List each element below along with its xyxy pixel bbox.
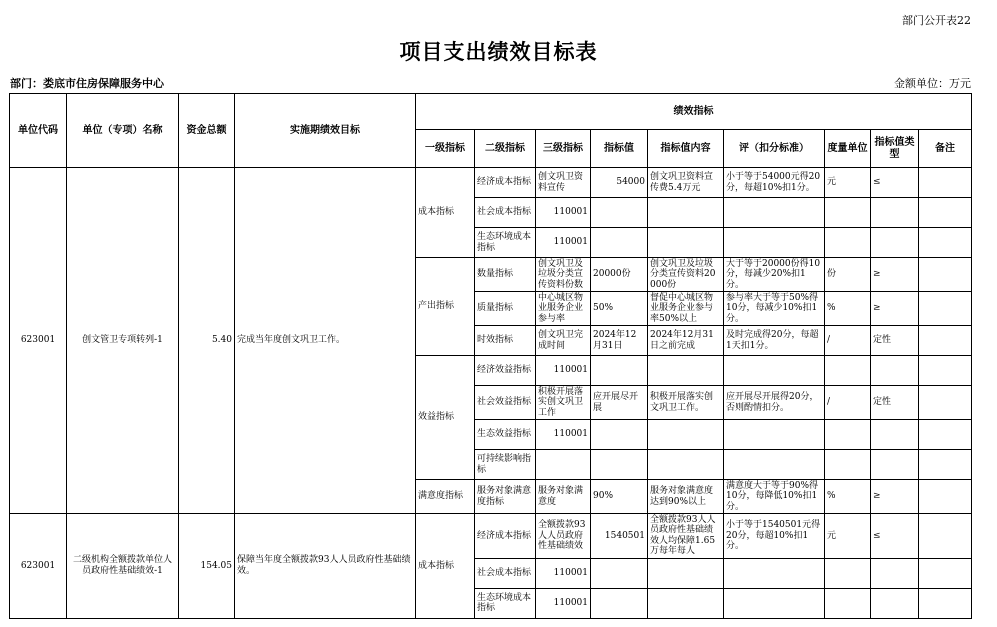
goal-cell: 完成当年度创文巩卫工作。	[235, 168, 416, 514]
unit-code-cell: 623001	[10, 168, 67, 514]
level3-cell: 服务对象满意度	[536, 480, 591, 514]
level3-cell: 全额拨款93人人员政府性基础绩效	[536, 514, 591, 558]
remark-cell	[919, 198, 972, 228]
level3-cell: 110001	[536, 588, 591, 618]
level3-cell: 110001	[536, 228, 591, 258]
header-indicators: 绩效指标	[416, 94, 972, 130]
value-cell: 2024年12月31日	[591, 326, 648, 356]
header-total-funds: 资金总额	[179, 94, 235, 168]
value-cell: 54000	[591, 168, 648, 198]
value-type-cell	[871, 558, 919, 588]
value-cell	[591, 228, 648, 258]
level3-cell: 创文巩卫完成时间	[536, 326, 591, 356]
value-cell	[591, 558, 648, 588]
content-cell: 督促中心城区物业服务企业参与率50%以上	[648, 292, 724, 326]
header-level3: 三级指标	[536, 130, 591, 168]
goal-cell: 保障当年度全额拨款93人人员政府性基础绩效。	[235, 514, 416, 618]
level1-cell: 产出指标	[416, 258, 475, 356]
header-standard: 评（扣分标准）	[724, 130, 825, 168]
content-cell	[648, 198, 724, 228]
level2-cell: 数量指标	[475, 258, 536, 292]
level2-cell: 社会效益指标	[475, 386, 536, 420]
standard-cell	[724, 588, 825, 618]
unit-code-cell: 623001	[10, 514, 67, 618]
level2-cell: 质量指标	[475, 292, 536, 326]
value-type-cell: 定性	[871, 326, 919, 356]
header-content: 指标值内容	[648, 130, 724, 168]
total-funds-cell: 5.40	[179, 168, 235, 514]
remark-cell	[919, 326, 972, 356]
measure-unit-cell: %	[825, 292, 871, 326]
level2-cell: 生态效益指标	[475, 420, 536, 450]
level2-cell: 经济成本指标	[475, 514, 536, 558]
level1-cell: 满意度指标	[416, 480, 475, 514]
content-cell	[648, 420, 724, 450]
value-type-cell	[871, 420, 919, 450]
measure-unit-cell: /	[825, 386, 871, 420]
unit-name-cell: 创文管卫专项转列-1	[67, 168, 179, 514]
remark-cell	[919, 420, 972, 450]
standard-cell: 参与率大于等于50%得10分，每减少10%扣1分。	[724, 292, 825, 326]
content-cell: 积极开展落实创文巩卫工作。	[648, 386, 724, 420]
header-level1: 一级指标	[416, 130, 475, 168]
level1-cell: 成本指标	[416, 514, 475, 618]
content-cell: 创文巩卫资料宣传费5.4万元	[648, 168, 724, 198]
value-cell	[591, 420, 648, 450]
amount-unit-label: 金额单位：万元	[894, 77, 971, 90]
level2-cell: 服务对象满意度指标	[475, 480, 536, 514]
remark-cell	[919, 168, 972, 198]
level2-cell: 可持续影响指标	[475, 450, 536, 480]
standard-cell: 满意度大于等于90%得10分，每降低10%扣1分。	[724, 480, 825, 514]
standard-cell	[724, 198, 825, 228]
value-type-cell: ≥	[871, 258, 919, 292]
level1-cell: 成本指标	[416, 168, 475, 258]
page-title: 项目支出绩效目标表	[399, 39, 598, 64]
value-cell	[591, 356, 648, 386]
header-goal: 实施期绩效目标	[235, 94, 416, 168]
standard-cell	[724, 228, 825, 258]
level3-cell: 中心城区物业服务企业参与率	[536, 292, 591, 326]
content-cell	[648, 558, 724, 588]
value-type-cell: 定性	[871, 386, 919, 420]
standard-cell: 应开展尽开展得20分，否则酌情扣分。	[724, 386, 825, 420]
standard-cell	[724, 450, 825, 480]
level2-cell: 社会成本指标	[475, 198, 536, 228]
remark-cell	[919, 356, 972, 386]
content-cell	[648, 356, 724, 386]
content-cell: 服务对象满意度达到90%以上	[648, 480, 724, 514]
value-cell	[591, 588, 648, 618]
value-type-cell	[871, 198, 919, 228]
value-cell: 20000份	[591, 258, 648, 292]
level3-cell: 110001	[536, 558, 591, 588]
measure-unit-cell: %	[825, 480, 871, 514]
level2-cell: 生态环境成本指标	[475, 228, 536, 258]
level2-cell: 经济成本指标	[475, 168, 536, 198]
value-cell	[591, 198, 648, 228]
value-type-cell	[871, 228, 919, 258]
value-type-cell	[871, 588, 919, 618]
measure-unit-cell: 份	[825, 258, 871, 292]
standard-cell: 小于等于54000元得20分，每超10%扣1分。	[724, 168, 825, 198]
remark-cell	[919, 514, 972, 558]
header-value: 指标值	[591, 130, 648, 168]
content-cell	[648, 228, 724, 258]
remark-cell	[919, 588, 972, 618]
form-number: 部门公开表22	[902, 14, 971, 27]
remark-cell	[919, 228, 972, 258]
content-cell: 创文巩卫及垃圾分类宣传资料20000份	[648, 258, 724, 292]
standard-cell: 大于等于20000份得10分，每减少20%扣1分。	[724, 258, 825, 292]
total-funds-cell: 154.05	[179, 514, 235, 618]
level3-cell: 积极开展落实创文巩卫工作	[536, 386, 591, 420]
level3-cell: 创文巩卫及垃圾分类宣传资料份数	[536, 258, 591, 292]
header-unit-name: 单位（专项）名称	[67, 94, 179, 168]
measure-unit-cell	[825, 558, 871, 588]
measure-unit-cell	[825, 198, 871, 228]
value-type-cell: ≥	[871, 292, 919, 326]
level2-cell: 社会成本指标	[475, 558, 536, 588]
measure-unit-cell	[825, 356, 871, 386]
remark-cell	[919, 480, 972, 514]
level1-cell: 效益指标	[416, 356, 475, 480]
remark-cell	[919, 292, 972, 326]
table-body	[10, 168, 972, 619]
measure-unit-cell: /	[825, 326, 871, 356]
standard-cell	[724, 558, 825, 588]
header-measure-unit: 度量单位	[825, 130, 871, 168]
content-cell: 2024年12月31日之前完成	[648, 326, 724, 356]
measure-unit-cell: 元	[825, 514, 871, 558]
measure-unit-cell	[825, 228, 871, 258]
content-cell: 全额拨款93人人员政府性基础绩效人均保障1.65万每年每人	[648, 514, 724, 558]
value-type-cell	[871, 356, 919, 386]
remark-cell	[919, 558, 972, 588]
table-row	[10, 514, 972, 558]
value-type-cell: ≤	[871, 168, 919, 198]
level3-cell: 110001	[536, 420, 591, 450]
level3-cell: 创文巩卫资料宣传	[536, 168, 591, 198]
content-cell	[648, 588, 724, 618]
value-cell: 90%	[591, 480, 648, 514]
header-value-type: 指标值类型	[871, 130, 919, 168]
table-row	[10, 168, 972, 198]
remark-cell	[919, 258, 972, 292]
measure-unit-cell	[825, 450, 871, 480]
measure-unit-cell	[825, 420, 871, 450]
measure-unit-cell	[825, 588, 871, 618]
remark-cell	[919, 450, 972, 480]
level3-cell	[536, 450, 591, 480]
header-unit-code: 单位代码	[10, 94, 67, 168]
value-type-cell	[871, 450, 919, 480]
standard-cell: 小于等于1540501元得20分，每超10%扣1分。	[724, 514, 825, 558]
level2-cell: 经济效益指标	[475, 356, 536, 386]
measure-unit-cell: 元	[825, 168, 871, 198]
standard-cell	[724, 420, 825, 450]
header-remark: 备注	[919, 130, 972, 168]
level3-cell: 110001	[536, 356, 591, 386]
value-type-cell: ≤	[871, 514, 919, 558]
level3-cell: 110001	[536, 198, 591, 228]
value-type-cell: ≥	[871, 480, 919, 514]
standard-cell	[724, 356, 825, 386]
content-cell	[648, 450, 724, 480]
level2-cell: 生态环境成本指标	[475, 588, 536, 618]
remark-cell	[919, 386, 972, 420]
value-cell: 50%	[591, 292, 648, 326]
value-cell: 应开展尽开展	[591, 386, 648, 420]
unit-name-cell: 二级机构全额拨款单位人员政府性基础绩效-1	[67, 514, 179, 618]
level2-cell: 时效指标	[475, 326, 536, 356]
department-label: 部门：娄底市住房保障服务中心	[10, 77, 164, 90]
header-level2: 二级指标	[475, 130, 536, 168]
value-cell	[591, 450, 648, 480]
standard-cell: 及时完成得20分，每超1天扣1分。	[724, 326, 825, 356]
value-cell: 1540501	[591, 514, 648, 558]
performance-table	[9, 93, 972, 619]
